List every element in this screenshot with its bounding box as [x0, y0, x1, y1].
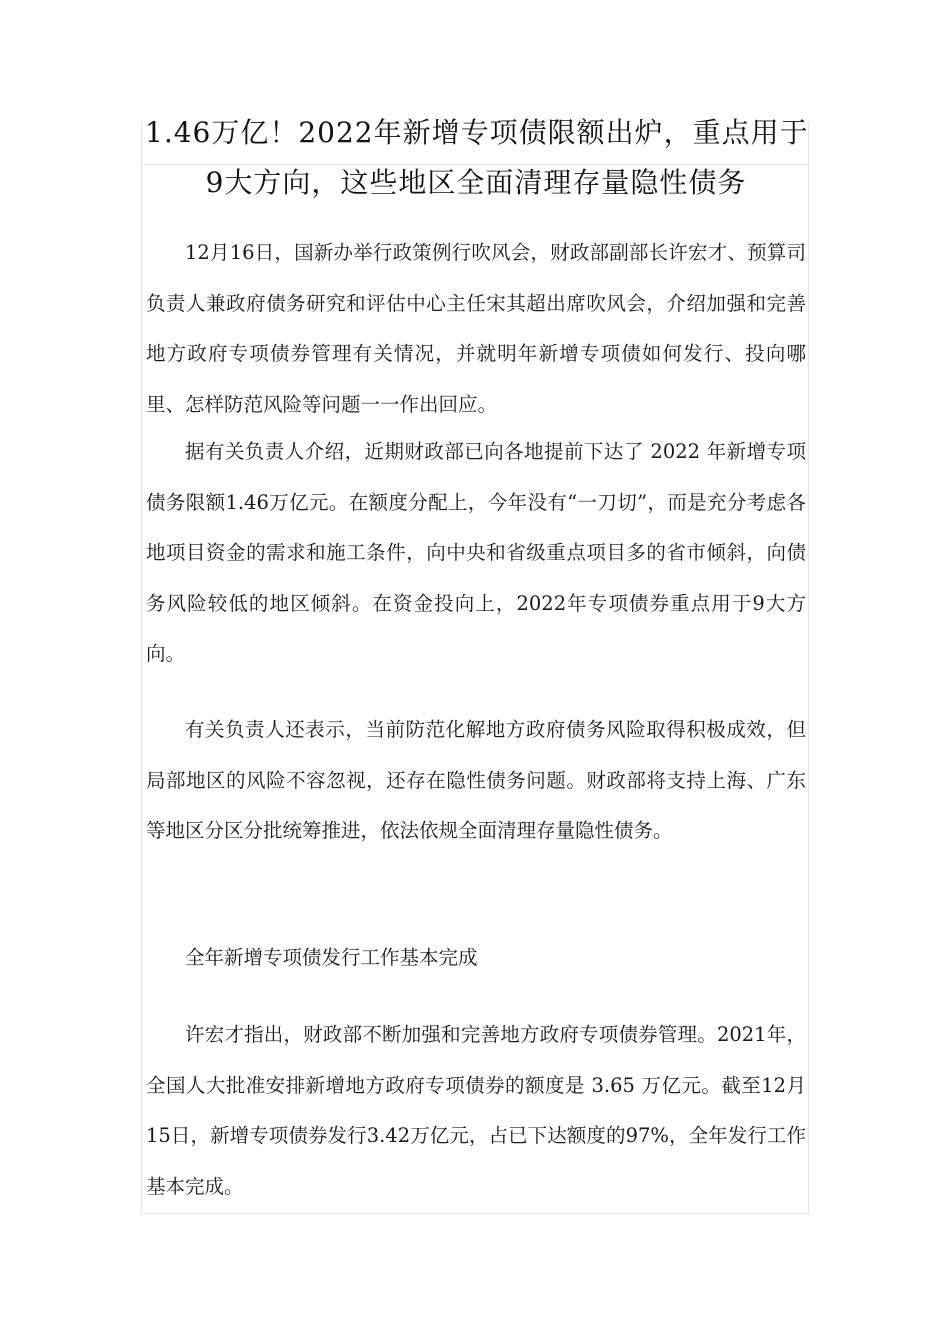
frame-line-bottom — [141, 1213, 809, 1214]
paragraph-hidden-debt: 有关负责人还表示，当前防范化解地方政府债务风险取得积极成效，但局部地区的风险不容忽视，还存在隐性债务问题。财政部将支持上海、广东等地区分区分批统筹推进，依法依规全面清理存量隐性债务。 — [146, 718, 806, 842]
frame-line-title — [141, 164, 809, 165]
section-heading: 全年新增专项债发行工作基本完成 — [185, 946, 478, 969]
article-title-line-2: 9大方向，这些地区全面清理存量隐性债务 — [205, 166, 747, 199]
paragraph-issuance: 许宏才指出，财政部不断加强和完善地方政府专项债券管理。2021年，全国人大批准安排新增地方政府专项债券的额度是 3.65 万亿元。截至12月15日，新增专项债券发行3.42万亿元，占已下达额度的97%，全年发行工作基本完成。 — [146, 1023, 806, 1198]
frame-line-right — [808, 122, 809, 1214]
paragraph-intro: 12月16日，国新办举行政策例行吹风会，财政部副部长许宏才、预算司负责人兼政府债务研究和评估中心主任宋其超出席吹风会，介绍加强和完善地方政府专项债券管理有关情况，并就明年新增专项债如何发行、投向哪里、怎样防范风险等问题一一作出回应。 — [146, 241, 806, 416]
frame-line-left — [141, 122, 142, 1214]
paragraph-quota: 据有关负责人介绍，近期财政部已向各地提前下达了 2022 年新增专项债务限额1.46万亿元。在额度分配上，今年没有“一刀切”，而是充分考虑各地项目资金的需求和施工条件，向中央和省级重点项目多的省市倾斜，向债务风险较低的地区倾斜。在资金投向上，2022年专项债券重点用于9大方向。 — [146, 440, 806, 665]
article-title-line-1: 1.46万亿！2022年新增专项债限额出炉，重点用于 — [145, 116, 809, 149]
